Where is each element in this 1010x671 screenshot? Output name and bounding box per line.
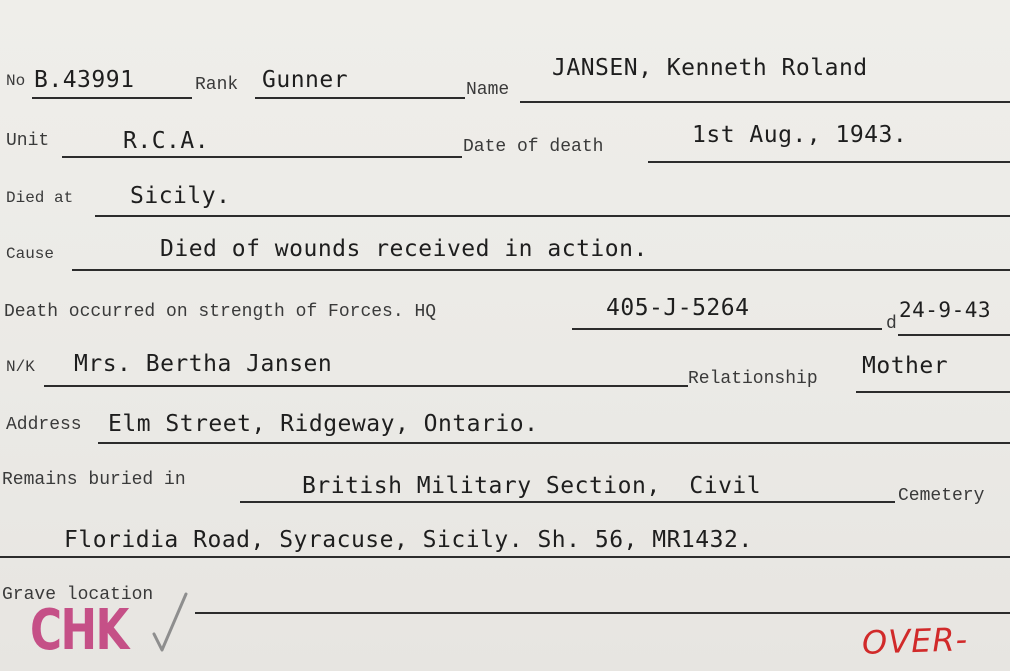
date-of-death-rule [648,161,1010,163]
d-value: 24-9-43 [899,298,992,322]
no-value: B.43991 [34,67,135,93]
no-rule [32,97,192,99]
cause-rule [72,269,1010,271]
relationship-rule [856,391,1010,393]
nk-rule [44,385,688,387]
nk-label: N/K [6,358,35,376]
grave-location-label: Grave location [2,585,154,605]
date-of-death-label: Date of death [463,137,604,157]
died-at-value: Sicily. [130,183,231,209]
name-value: JANSEN, Kenneth Roland [552,55,868,81]
over-note: OVER- [861,620,969,662]
rank-label: Rank [195,75,239,95]
hq-value: 405-J-5264 [606,295,750,321]
check-mark-icon [148,588,192,660]
date-of-death-value: 1st Aug., 1943. [692,122,908,148]
remains-rule [240,501,895,503]
d-label: d [886,314,897,334]
remains-value: British Military Section, Civil [302,473,762,499]
hq-rule [572,328,882,330]
address-rule [98,442,1010,444]
unit-rule [62,156,462,158]
died-at-rule [95,215,1010,217]
remains-line2-rule [0,556,1010,558]
cause-value: Died of wounds received in action. [160,236,648,262]
relationship-label: Relationship [688,369,818,389]
name-rule [520,101,1010,103]
died-at-label: Died at [6,189,74,207]
remains-line2: Floridia Road, Syracuse, Sicily. Sh. 56, MR1432. [64,527,753,553]
no-label: No [6,72,26,90]
nk-value: Mrs. Bertha Jansen [74,351,333,377]
rank-value: Gunner [262,67,349,93]
address-value: Elm Street, Ridgeway, Ontario. [108,411,539,437]
strength-label: Death occurred on strength of Forces. HQ [4,302,437,322]
address-label: Address [6,415,82,435]
relationship-value: Mother [862,353,949,379]
grave-location-rule [195,612,1010,614]
remains-label: Remains buried in [2,470,186,490]
d-rule [898,334,1010,336]
rank-rule [255,97,465,99]
unit-value: R.C.A. [123,128,210,154]
chk-stamp: CHK [30,598,128,663]
cemetery-label: Cemetery [898,486,985,506]
name-label: Name [466,80,510,100]
cause-label: Cause [6,245,55,263]
unit-label: Unit [6,131,50,151]
